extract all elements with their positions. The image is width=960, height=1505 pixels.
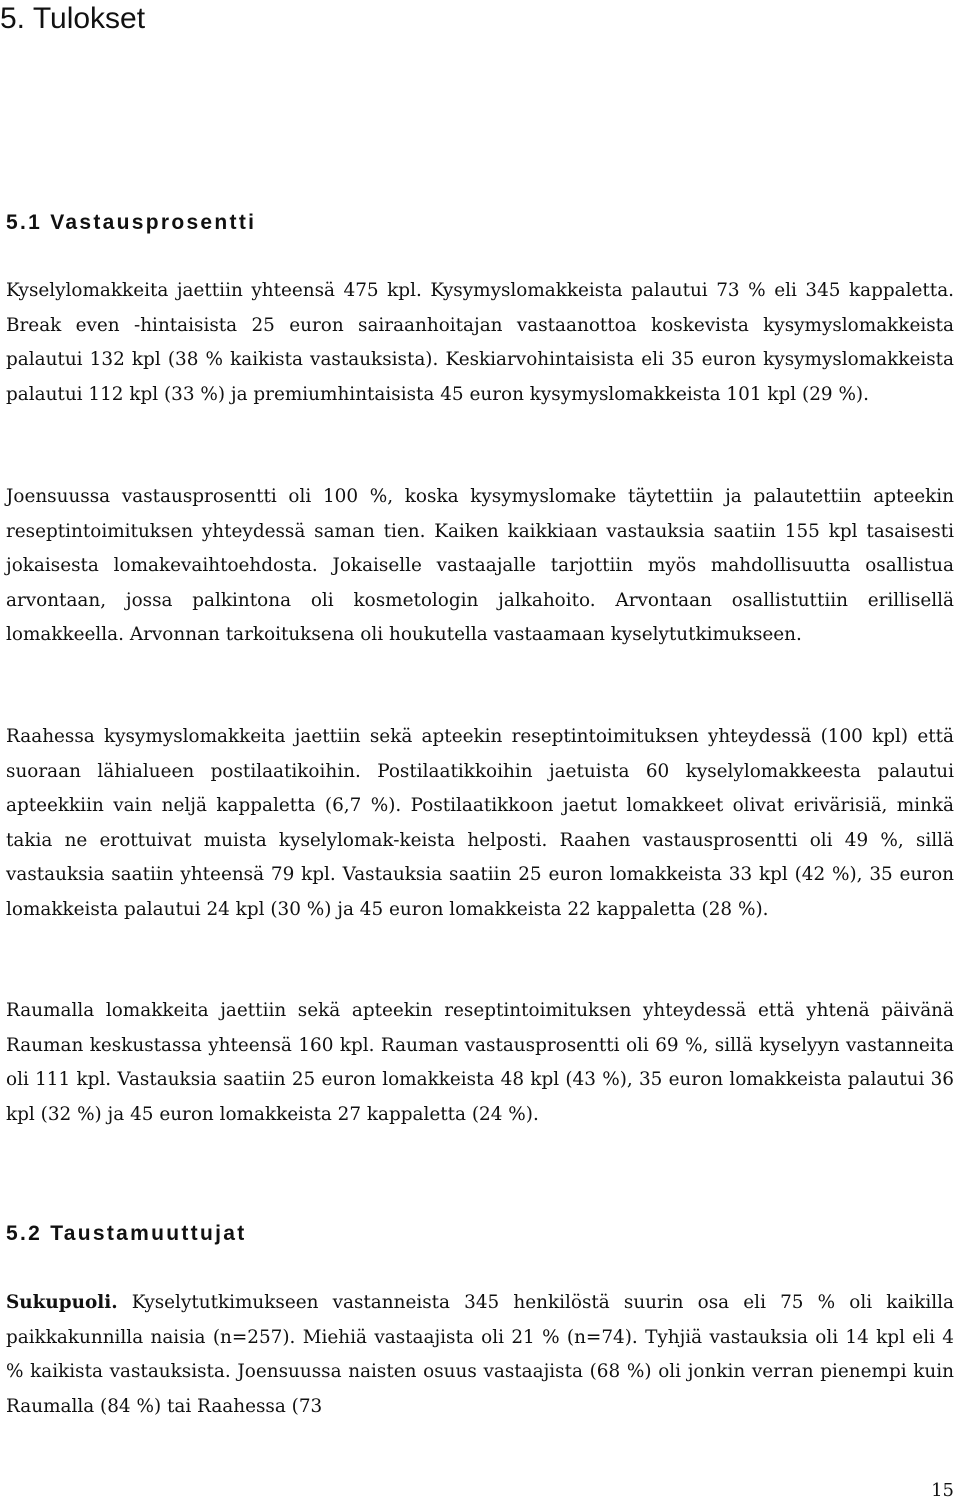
paragraph-joensuu: Joensuussa vastausprosentti oli 100 %, koska kysymyslomake täytettiin ja palautettiin apteekin reseptintoimituksen yhteydessä saman tien. Kaiken kaikkiaan vastauksia saatiin 155 kpl tasaisesti jokaisesta lomakevaihtoehdosta. Jokaiselle vastaajalle tarjottiin myös mahdollisuutta osallistua arvontaan, jossa palkintona oli kosmetologin jalkahoito. Arvontaan osallistuttiin erillisellä lomakkeella. Arvonnan tarkoituksena oli houkutella vastaamaan kyselytutkimukseen. [6, 486, 954, 645]
paragraph-raahe: Raahessa kysymyslomakkeita jaettiin sekä apteekin reseptintoimituksen yhteydessä (100 kpl) että suoraan lähialueen postilaatikoihin. Postilaatikkoihin jaetuista 60 kyselylomakkeesta palautui apteekkiin vain neljä kappaletta (6,7 %). Postilaatikkoon jaetut lomakkeet olivat erivärisiä, minkä takia ne erottuivat muista kyselylomak-keista helposti. Raahen vastausprosentti oli 49 %, sillä vastauksia saatiin yhteensä 79 kpl. Vastauksia saatiin 25 euron lomakkeista 33 kpl (42 %), 35 euron lomakkeista palautui 24 kpl (30 %) ja 45 euron lomakkeista 22 kappaletta (28 %). [6, 726, 954, 920]
section-heading-vastausprosentti: 5.1 Vastausprosentti [6, 211, 257, 234]
chapter-title: 5. Tulokset [0, 2, 146, 35]
page-number: 15 [931, 1480, 954, 1501]
section-heading-taustamuuttujat: 5.2 Taustamuuttujat [6, 1222, 247, 1245]
sukupuoli-label: Sukupuoli. [6, 1292, 118, 1313]
paragraph-sukupuoli [6, 1286, 954, 1424]
sukupuoli-text: Kyselytutkimukseen vastanneista 345 henkilöstä suurin osa eli 75 % oli kaikilla paikkakunnilla naisia (n=257). Miehiä vastaajista oli 21 % (n=74). Tyhjiä vastauksia oli 14 kpl eli 4 % kaikista vastauksista. Joensuussa naisten osuus vastaajista (68 %) oli jonkin verran pienempi kuin Raumalla (84 %) tai Raahessa (73 [6, 1292, 954, 1417]
paragraph-rauma: Raumalla lomakkeita jaettiin sekä apteekin reseptintoimituksen yhteydessä että yhtenä päivänä Rauman keskustassa yhteensä 160 kpl. Rauman vastausprosentti oli 69 %, sillä kyselyyn vastanneita oli 111 kpl. Vastauksia saatiin 25 euron lomakkeista 48 kpl (43 %), 35 euron lomakkeista palautui 36 kpl (32 %) ja 45 euron lomakkeista 27 kappaletta (24 %). [6, 1000, 954, 1125]
paragraph-lomakkeet-yhteensa: Kyselylomakkeita jaettiin yhteensä 475 kpl. Kysymyslomakkeista palautui 73 % eli 345 kappaletta. Break even -hintaisista 25 euron sairaanhoitajan vastaanottoa koskevista kysymyslomakkeista palautui 132 kpl (38 % kaikista vastauksista). Keskiarvohintaisista eli 35 euron kysymyslomakkeista palautui 112 kpl (33 %) ja premiumhintaisista 45 euron kysymyslomakkeista 101 kpl (29 %). [6, 280, 954, 405]
